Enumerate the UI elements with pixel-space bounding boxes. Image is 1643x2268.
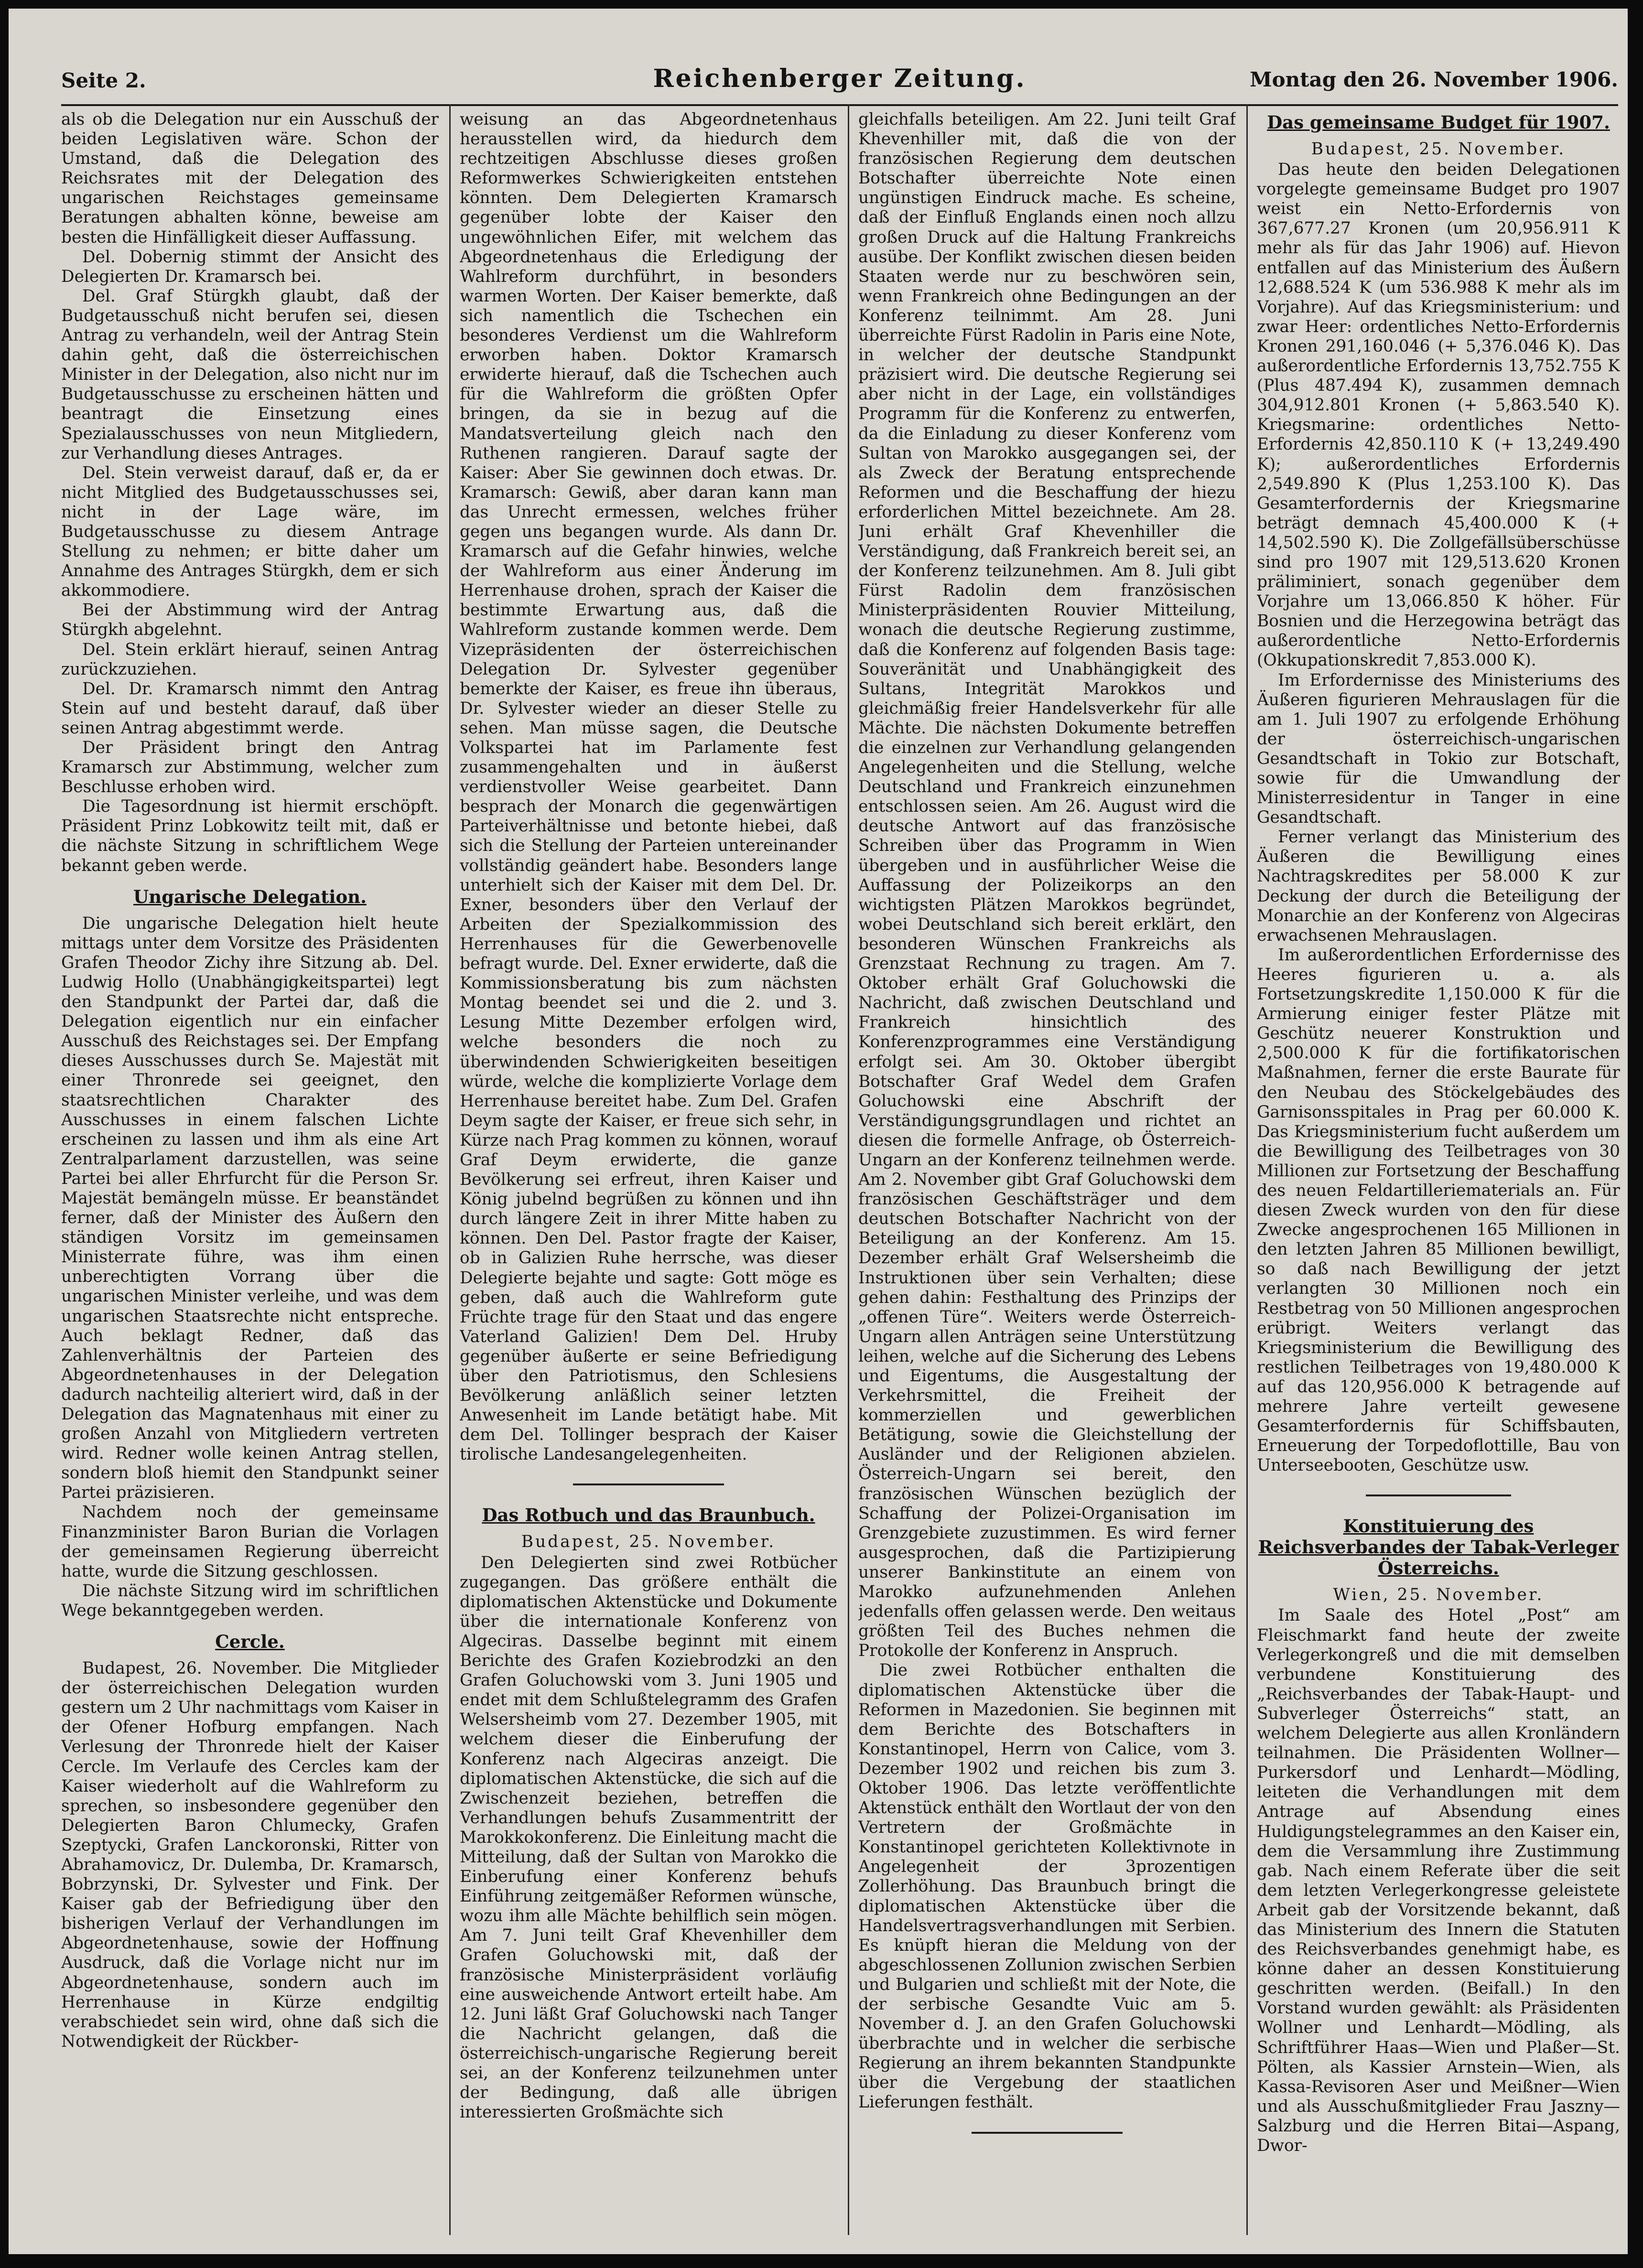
section-heading: Ungarische Delegation. [133,886,367,907]
paragraph: Del. Graf Stürgkh glaubt, daß der Budgetausschuß nicht berufen sei, diesen Antrag zu verhandeln, weil der Antrag Stein dahin geht, daß die österreichischen Minister in der Delegation, also nicht nur im Budgetausschusse zu erscheinen hätten und beantragt die Einsetzung eines Spezialausschusses von neun Mitgliedern, zur Verhandlung dieses Antrages. [61,286,439,463]
dateline: Budapest, 25. November. [521,1532,776,1552]
paragraph: Del. Stein verweist darauf, daß er, da er nicht Mitglied des Budgetausschusses sei, nicht in der Lage wäre, im Budgetausschusse zu diesem Antrage Stellung zu nehmen; er bitte daher um Annahme des Antrages Stürgkh, dem er sich akkommodiere. [61,463,439,601]
paragraph: Bei der Abstimmung wird der Antrag Stürgkh abgelehnt. [61,601,439,640]
column-2 [460,110,837,2240]
column-4 [1257,110,1620,2240]
paragraph: Die zwei Rotbücher enthalten die diplomatischen Aktenstücke über die Reformen in Mazedonien. Sie beginnen mit dem Berichte des Botschafters in Konstantinopel, Herrn von Calice, vom 3. Dezember 1902 und reichen bis zum 3. Oktober 1906. Das letzte veröffentlichte Aktenstück enthält den Wortlaut der von den Vertretern der Großmächte in Konstantinopel gerichteten Kollektivnote in Angelegenheit der 3prozentigen Zollerhöhung. Das Braunbuch bringt die diplomatischen Aktenstücke über die Handelsvertragsverhandlungen mit Serbien. Es knüpft hieran die Meldung von der abgeschlossenen Zollunion zwischen Serbien und Bulgarien und schließt mit der Note, die der serbische Gesandte Vuic am 5. November d. J. an den Grafen Goluchowski überbrachte und in welcher die serbische Regierung an ihrem bekannten Standpunkte über die Vergebung der staatlichen Lieferungen festhält. [858,1661,1236,2112]
column-divider [848,104,849,2235]
header-rule [61,104,1618,106]
article-separator [972,2132,1123,2134]
dateline: Budapest, 25. November. [1311,140,1566,159]
paragraph: Das heute den beiden Delegationen vorgelegte gemeinsame Budget pro 1907 weist ein Netto-Erfordernis von 367,677.27 Kronen (um 20,956.911 K mehr als für das Jahr 1906) auf. Hievon entfallen auf das Ministerium des Äußern 12,688.524 K (um 536.988 K mehr als im Vorjahre). Auf das Kriegsministerium: und zwar Heer: ordentliches Netto-Erfordernis Kronen 291,160.046 (+ 5,376.046 K). Das außerordentliche Erfordernis 13,752.755 K (Plus 487.494 K), zusammen demnach 304,912.801 Kronen (+ 5,863.540 K). Kriegsmarine: ordentliches Netto-Erfordernis 42,850.110 K (+ 13,249.490 K); außerordentliches Erfordernis 2,549.890 K (Plus 1,253.100 K). Das Gesamterfordernis der Kriegsmarine beträgt demnach 45,400.000 K (+ 14,502.590 K). Die Zollgefällsüberschüsse sind pro 1907 mit 129,513.620 Kronen präliminiert, sonach gegenüber dem Vorjahre um 13,066.850 K höher. Für Bosnien und die Herzegowina beträgt das außerordentliche Netto-Erfordernis (Okkupationskredit 7,853.000 K). [1257,160,1620,670]
paragraph: Del. Dobernig stimmt der Ansicht des Delegierten Dr. Kramarsch bei. [61,247,439,286]
paragraph: Den Delegierten sind zwei Rotbücher zugegangen. Das größere enthält die diplomatischen Aktenstücke und Dokumente über die internationale Konferenz von Algeciras. Dasselbe beginnt mit einem Berichte des Grafen Koziebrodzki an den Grafen Goluchowski vom 3. Juni 1905 und endet mit dem Schlußtelegramm des Grafen Welsersheimb vom 27. Dezember 1905, mit welchem dieser die Einberufung der Konferenz nach Algeciras anzeigt. Die diplomatischen Aktenstücke, die sich auf die Zwischenzeit beziehen, betreffen die Verhandlungen behufs Zusammentritt der Marokkokonferenz. Die Einleitung macht die Mitteilung, daß der Sultan von Marokko die Einberufung einer Konferenz behufs Einführung zeitgemäßer Reformen wünsche, wozu ihm alle Mächte behilflich sein mögen. Am 7. Juni teilt Graf Khevenhiller dem Grafen Goluchowski mit, daß der französische Ministerpräsident vorläufig eine ausweichende Antwort erteilt habe. Am 12. Juni läßt Graf Goluchowski nach Tanger die Nachricht gelangen, daß die österreichisch-ungarische Regierung bereit sei, an der Konferenz teilzunehmen unter der Bedingung, daß alle übrigen interessierten Großmächte sich [460,1553,837,2122]
section-heading: Das Rotbuch und das Braunbuch. [482,1505,815,1526]
column-divider [449,104,451,2235]
paragraph: Ferner verlangt das Ministerium des Äußeren die Bewilligung eines Nachtragskredites per 58.000 K zur Deckung der durch die Beteiligung der Monarchie an der Konferenz von Algeciras erwachsenen Mehrauslagen. [1257,828,1620,945]
page-header [61,61,1618,99]
section-heading: Das gemeinsame Budget für 1907. [1267,112,1610,133]
paragraph: gleichfalls beteiligen. Am 22. Juni teilt Graf Khevenhiller mit, daß die von der französischen Regierung dem deutschen Botschafter überreichte Note einen ungünstigen Eindruck mache. Es scheine, daß der Einfluß Englands einen noch allzu großen Druck auf die Haltung Frankreichs ausübe. Der Konflikt zwischen diesen beiden Staaten werde nur zu beschwören sein, wenn Frankreich ohne Bedingungen an der Konferenz teilnimmt. Am 28. Juni überreichte Fürst Radolin in Paris eine Note, in welcher der deutsche Standpunkt präzisiert wird. Die deutsche Regierung sei aber nicht in der Lage, ein vollständiges Programm für die Konferenz zu entwerfen, da die Einladung zu dieser Konferenz vom Sultan von Marokko ausgegangen sei, der als Zweck der Beratung entsprechende Reformen und die Beschaffung der hiezu erforderlichen Mittel bezeichnete. Am 28. Juni erhält Graf Khevenhiller die Verständigung, daß Frankreich bereit sei, an der Konferenz teilzunehmen. Am 8. Juli gibt Fürst Radolin dem französischen Ministerpräsidenten Rouvier Mitteilung, wonach die deutsche Regierung zustimme, daß die Konferenz auf folgenden Basis tage: Souveränität und Unabhängigkeit des Sultans, Integrität Marokkos und gleichmäßig freier Handelsverkehr für alle Mächte. Die nächsten Dokumente betreffen die einzelnen zur Verhandlung gelangenden Angelegenheiten und die Stellung, welche Deutschland und Frankreich einzunehmen entschlossen seien. Am 26. August wird die deutsche Antwort auf das französische Schreiben über das Programm in Wien übergeben und in ausführlicher Weise die Auffassung der Polizeikorps an den wichtigsten Plätzen Marokkos begründet, wobei Deutschland sich bereit erklärt, den besonderen Wünschen Frankreichs als Grenzstaat Rechnung zu tragen. Am 7. Oktober erhält Graf Goluchowski die Nachricht, daß zwischen Deutschland und Frankreich hinsichtlich des Konferenzprogrammes eine Verständigung erfolgt sei. Am 30. Oktober übergibt Botschafter Graf Wedel dem Grafen Goluchowski eine Abschrift der Verständigungsgrundlagen und richtet an diesen die formelle Anfrage, ob Österreich-Ungarn an der Konferenz teilnehmen werde. Am 2. November gibt Graf Goluchowski dem französischen Geschäftsträger und dem deutschen Botschafter Nachricht von der Beteiligung an der Konferenz. Am 15. Dezember erhält Graf Welsersheimb die Instruktionen über sein Verhalten; diese gehen dahin: Festhaltung des Prinzips der „offenen Türe“. Weiters werde Österreich-Ungarn allen Anträgen seine Unterstützung leihen, welche auf die Sicherung des Lebens und Eigentums, die Ausgestaltung der Verkehrsmittel, die Freiheit der kommerziellen und gewerblichen Betätigung, sowie die Gleichstellung der Ausländer und der Religionen abzielen. Österreich-Ungarn sei bereit, den französischen Wünschen bezüglich der Schaffung der Polizei-Organisation im Grenzgebiete zuzustimmen. Es wird ferner ausgesprochen, daß die Partizipierung unserer Bankinstitute an einem von Marokko aufzunehmenden Anlehen jedenfalls offen gelassen werde. Den weitaus größten Teil des Buches nehmen die Protokolle der Konferenz in Anspruch. [858,110,1236,1661]
paragraph: Im Saale des Hotel „Post“ am Fleischmarkt fand heute der zweite Verlegerkongreß und die mit demselben verbundene Konstituierung des „Reichsverbandes der Tabak-Haupt- und Subverleger Österreichs“ statt, an welchem Delegierte aus allen Kronländern teilnahmen. Die Präsidenten Wollner—Purkersdorf und Lenhardt—Mödling, leiteten die Verhandlungen mit dem Antrage auf Absendung eines Huldigungstelegrammes an den Kaiser ein, dem die Versammlung ihre Zustimmung gab. Nach einem Referate über die seit dem letzten Verlegerkongresse geleistete Arbeit gab der Vorsitzende bekannt, daß das Ministerium des Innern die Statuten des Reichsverbandes genehmigt habe, es könne daher an dessen Konstituierung geschritten werden. (Beifall.) In den Vorstand wurden gewählt: als Präsidenten Wollner und Lenhardt—Mödling, als Schriftführer Haas—Wien und Plaßer—St. Pölten, als Kassier Arnstein—Wien, als Kassa-Revisoren Aser und Meißner—Wien und als Ausschußmitglieder Frau Jaszny—Salzburg und die Herren Bitai—Aspang, Dwor- [1257,1606,1620,2155]
paragraph: Der Präsident bringt den Antrag Kramarsch zur Abstimmung, welcher zum Beschlusse erhoben wird. [61,738,439,797]
paragraph: Del. Stein erklärt hierauf, seinen Antrag zurückzuziehen. [61,640,439,679]
paragraph: Budapest, 26. November. Die Mitglieder der österreichischen Delegation wurden gestern um 2 Uhr nachmittags vom Kaiser in der Ofener Hofburg empfangen. Nach Verlesung der Thronrede hielt der Kaiser Cercle. Im Verlaufe des Cercles kam der Kaiser wiederholt auf die Wahlreform zu sprechen, so insbesondere gegenüber den Delegierten Baron Chlumecky, Grafen Szeptycki, Grafen Lanckoronski, Ritter von Abrahamovicz, Dr. Dulemba, Dr. Kramarsch, Bobrzynski, Dr. Sylvester und Fink. Der Kaiser gab der Befriedigung über den bisherigen Verlauf der Verhandlungen im Abgeordnetenhause, sowie der Hoffnung Ausdruck, daß die Vorlage nicht nur im Abgeordnetenhause, sondern auch im Herrenhause in Kürze endgiltig verabschiedet sein wird, ohne daß sich die Notwendigkeit der Rückber- [61,1659,439,2051]
paragraph: als ob die Delegation nur ein Ausschuß der beiden Legislativen wäre. Schon der Umstand, daß die Delegation des Reichsrates mit der Delegation des ungarischen Reichstages gemeinsame Beratungen abhalten könne, beweise am besten die Hinfälligkeit dieser Auffassung. [61,110,439,247]
column-1 [61,110,439,2240]
paragraph: Die Tagesordnung ist hiermit erschöpft. Präsident Prinz Lobkowitz teilt mit, daß er die nächste Sitzung in schriftlichem Wege bekannt geben werde. [61,797,439,875]
paragraph: Im außerordentlichen Erfordernisse des Heeres figurieren u. a. als Fortsetzungskredite 1,150.000 K für die Armierung einiger fester Plätze mit Geschütz neuerer Konstruktion und 2,500.000 K für die fortifikatorischen Maßnahmen, ferner die erste Baurate für den Neubau des Stöckelgebäudes des Garnisonsspitales in Prag per 60.000 K. Das Kriegsministerium fucht außerdem um die Bewilligung des Teilbetrages von 30 Millionen zur Fortsetzung der Beschaffung des neuen Feldartilleriematerials an. Für diesen Zweck wurden von den für diese Zwecke angesprochenen 165 Millionen in den letzten Jahren 85 Millionen bewilligt, so daß nach Bewilligung der jetzt verlangten 30 Millionen noch ein Restbetrag von 50 Millionen angesprochen erübrigt. Weiters verlangt das Kriegsministerium die Bewilligung des restlichen Teilbetrages von 19,480.000 K auf das 120,956.000 K betragende auf mehrere Jahre verteilt gewesene Gesamterfordernis für Schiffsbauten, Erneuerung der Torpedoflottille, Bau von Unterseebooten, Geschütze usw. [1257,945,1620,1475]
masthead-title: Reichenberger Zeitung. [653,64,1027,93]
column-divider [1246,104,1248,2235]
page-number: Seite 2. [61,69,146,92]
section-heading: Konstituierung des Reichsverbandes der Tabak-Verleger Österreichs. [1258,1516,1619,1579]
issue-date: Montag den 26. November 1906. [1250,68,1618,91]
paragraph: Die nächste Sitzung wird im schriftlichen Wege bekanntgegeben werden. [61,1581,439,1620]
article-separator [573,1483,724,1485]
section-heading: Cercle. [215,1631,285,1653]
paragraph: Im Erfordernisse des Ministeriums des Äußeren figurieren Mehrauslagen für die am 1. Juli 1907 zu erfolgende Erhöhung der österreichisch-ungarischen Gesandtschaft in Tokio zur Botschaft, sowie für die Umwandlung der Ministerresidentur in Tanger in eine Gesandtschaft. [1257,670,1620,828]
paragraph: weisung an das Abgeordnetenhaus herausstellen wird, da hiedurch dem rechtzeitigen Abschlusse dieses großen Reformwerkes Schwierigkeiten entstehen könnten. Dem Delegierten Kramarsch gegenüber lobte der Kaiser den ungewöhnlichen Eifer, mit welchem das Abgeordnetenhaus die Erledigung der Wahlreform durchführt, in besonders warmen Worten. Der Kaiser bemerkte, daß sich namentlich die Tschechen ein besonderes Verdienst um die Wahlreform erworben haben. Doktor Kramarsch erwiderte hierauf, daß die Tschechen auch für die Wahlreform die größten Opfer bringen, da sie in bezug auf die Mandatsverteilung gleich nach den Ruthenen rangieren. Darauf sagte der Kaiser: Aber Sie gewinnen doch etwas. Dr. Kramarsch: Gewiß, aber daran kann man das Unrecht ermessen, welches früher gegen uns begangen wurde. Als dann Dr. Kramarsch auf die Gefahr hinwies, welche der Wahlreform aus einer Änderung im Herrenhause drohen, sprach der Kaiser die bestimmte Erwartung aus, daß die Wahlreform zustande kommen werde. Dem Vizepräsidenten der österreichischen Delegation Dr. Sylvester gegenüber bemerkte der Kaiser, es freue ihn überaus, Dr. Sylvester wieder an dieser Stelle zu sehen. Man müsse sagen, die Deutsche Volkspartei hat im Parlamente fest zusammengehalten und in äußerst verdienstvoller Weise gearbeitet. Dann besprach der Monarch die gegenwärtigen Parteiverhältnisse und betonte hiebei, daß sich die Stellung der Parteien untereinander vollständig geändert habe. Besonders lange unterhielt sich der Kaiser mit dem Del. Dr. Exner, besonders über den Verlauf der Arbeiten der Spezialkommission des Herrenhauses für die Gewerbenovelle befragt wurde. Del. Exner erwiderte, daß die Kommissionsberatung bis zum nächsten Montag beendet sei und die 2. und 3. Lesung Mitte Dezember erfolgen wird, welche besonders die noch zu überwindenden Schwierigkeiten beseitigen würde, welche die komplizierte Vorlage dem Herrenhause bereitet habe. Zum Del. Grafen Deym sagte der Kaiser, er freue sich sehr, in Kürze nach Prag kommen zu können, worauf Graf Deym erwiderte, die ganze Bevölkerung sei erfreut, ihren Kaiser und König jubelnd begrüßen zu können und ihn durch längere Zeit in ihrer Mitte haben zu können. Den Del. Pastor fragte der Kaiser, ob in Galizien Ruhe herrsche, was dieser Delegierte bejahte und sagte: Gott möge es geben, daß auch die Wahlreform gute Früchte trage für den Staat und das engere Vaterland Galizien! Dem Del. Hruby gegenüber äußerte er seine Befriedigung über den Patriotismus, den Schlesiens Bevölkerung anläßlich seiner letzten Anwesenheit im Lande betätigt habe. Mit dem Del. Tollinger besprach der Kaiser tirolische Landesangelegenheiten. [460,110,837,1464]
paragraph: Nachdem noch der gemeinsame Finanzminister Baron Burian die Vorlagen der gemeinsamen Regierung überreicht hatte, wurde die Sitzung geschlossen. [61,1503,439,1581]
dateline: Wien, 25. November. [1333,1585,1544,1605]
column-3 [858,110,1236,2240]
newspaper-page [9,9,1628,2254]
article-separator [1366,1494,1511,1496]
paragraph: Del. Dr. Kramarsch nimmt den Antrag Stein auf und besteht darauf, daß über seinen Antrag abgestimmt werde. [61,679,439,738]
paragraph: Die ungarische Delegation hielt heute mittags unter dem Vorsitze des Präsidenten Grafen Theodor Zichy ihre Sitzung ab. Del. Ludwig Hollo (Unabhängigkeitspartei) legt den Standpunkt der Partei dar, daß die Delegation eigentlich nur ein einfacher Ausschuß des Reichstages sei. Der Empfang dieses Ausschusses durch Se. Majestät mit einer Thronrede sei geeignet, den staatsrechtlichen Charakter des Ausschusses in einem falschen Lichte erscheinen zu lassen und ihm als eine Art Zentralparlament darzustellen, was seine Partei bei aller Ehrfurcht für die Person Sr. Majestät bemängeln müsse. Er beanständet ferner, daß der Minister des Äußern den ständigen Vorsitz im gemeinsamen Ministerrate führe, was ihm einen unberechtigten Vorrang über die ungarischen Minister verleihe, und was dem ungarischen Staatsrechte nicht entspreche. Auch beklagt Redner, daß das Zahlenverhältnis der Parteien des Abgeordnetenhauses in der Delegation dadurch nachteilig alteriert wird, daß in der Delegation das Magnatenhaus mit einer zu großen Anzahl von Mitgliedern vertreten wird. Redner wolle keinen Antrag stellen, sondern bloß hiemit den Standpunkt seiner Partei präzisieren. [61,914,439,1503]
